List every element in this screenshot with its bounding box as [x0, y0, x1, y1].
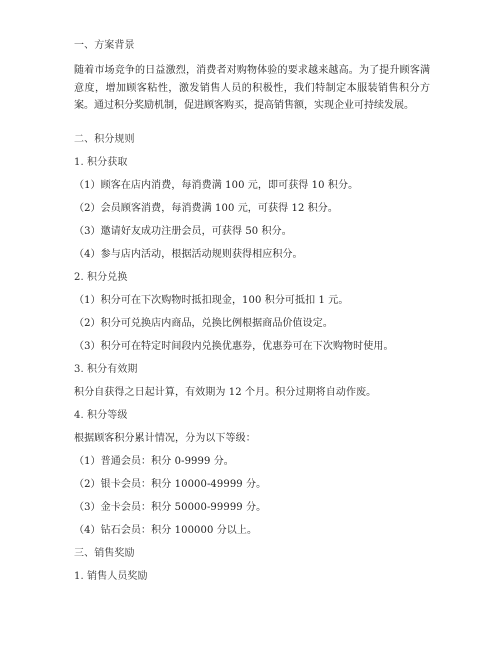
list-item: （1）普通会员：积分 0-9999 分。: [74, 456, 234, 467]
subheading-points-levels: 4. 积分等级: [74, 410, 128, 421]
list-item: （2）积分可兑换店内商品，兑换比例根据商品价值设定。: [74, 318, 333, 329]
list-item: （4）钻石会员：积分 100000 分以上。: [74, 525, 258, 536]
levels-intro: 根据顾客积分累计情况，分为以下等级：: [74, 433, 256, 444]
section-heading-background: 一、方案背景: [74, 40, 135, 51]
section-heading-sales-rewards: 三、销售奖励: [74, 548, 135, 559]
list-item: （3）金卡会员：积分 50000-99999 分。: [74, 502, 267, 513]
list-item: （3）邀请好友成功注册会员，可获得 50 积分。: [74, 226, 292, 237]
subheading-sales-staff-rewards: 1. 销售人员奖励: [74, 571, 148, 582]
validity-text: 积分自获得之日起计算，有效期为 12 个月。积分过期将自动作废。: [74, 387, 377, 398]
background-paragraph: 随着市场竞争的日益激烈，消费者对购物体验的要求越来越高。为了提升顾客满意度，增加顾客粘性，激发销售人员的积极性，我们特制定本服装销售积分方案。通过积分奖励机制，促进顾客购买，提高销售额，实现企业可持续发展。: [74, 65, 430, 111]
subheading-points-earning: 1. 积分获取: [74, 157, 128, 168]
subheading-points-validity: 3. 积分有效期: [74, 364, 138, 375]
list-item: （4）参与店内活动，根据活动规则获得相应积分。: [74, 249, 303, 260]
list-item: （2）银卡会员：积分 10000-49999 分。: [74, 479, 267, 490]
subheading-points-redemption: 2. 积分兑换: [74, 272, 128, 283]
list-item: （2）会员顾客消费，每消费满 100 元，可获得 12 积分。: [74, 203, 338, 214]
list-item: （1）积分可在下次购物时抵扣现金，100 积分可抵扣 1 元。: [74, 295, 349, 306]
list-item: （3）积分可在特定时间段内兑换优惠券，优惠券可在下次购物时使用。: [74, 341, 394, 352]
section-heading-rules: 二、积分规则: [74, 134, 135, 145]
list-item: （1）顾客在店内消费，每消费满 100 元，即可获得 10 积分。: [74, 180, 359, 191]
